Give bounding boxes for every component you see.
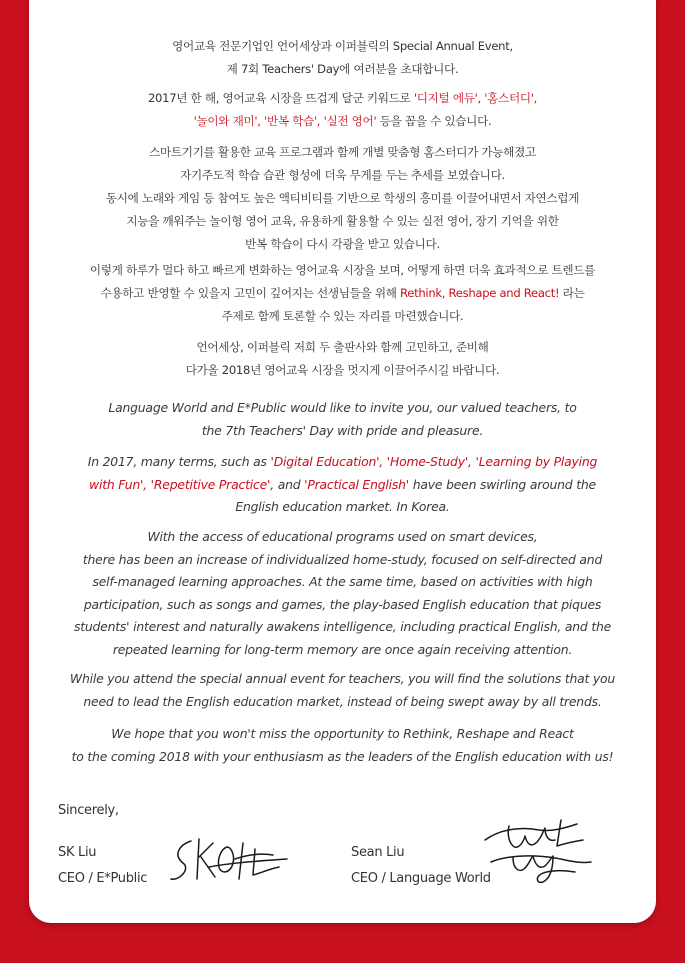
text-segment: In 2017, many terms, such as [87, 454, 271, 469]
text-line: English education market. In Korea. [235, 499, 450, 514]
text-segment: 라는 [559, 286, 585, 300]
en-paragraph-4 [29, 668, 656, 713]
text-line: students' interest and naturally awakens intelligence, including practical English, and the [73, 619, 612, 634]
signature-sean-liu [479, 818, 599, 888]
text-line: there has been an increase of individualized home-study, focused on self-directed and [82, 551, 603, 567]
closing-text: Sincerely, [58, 803, 119, 818]
signer-block-2 [351, 840, 491, 892]
ko-paragraph-3 [29, 141, 656, 256]
text-line: 영어교육 전문기업인 언어세상과 이퍼블릭의 Special Annual Event, [172, 39, 513, 53]
signature-sk-liu [169, 833, 289, 888]
text-line: We hope that you won't miss the opportunity to Rethink, Reshape and React [111, 726, 574, 741]
ko-paragraph-4 [29, 259, 656, 328]
highlight-theme: Rethink, Reshape and React! [400, 286, 560, 300]
text-line: With the access of educational programs used on smart devices, [147, 529, 538, 544]
text-segment: have been swirling around the [408, 476, 596, 492]
en-paragraph-5 [29, 723, 656, 768]
highlight-keywords: with Fun', 'Repetitive Practice' [89, 476, 271, 492]
text-segment: , and [270, 476, 305, 492]
highlight-keywords: '디지털 에듀', '홈스터디', [413, 91, 538, 105]
highlight-keywords: '놀이와 재미', '반복 학습', '실전 영어' [193, 114, 377, 128]
text-line: participation, such as songs and games, the play-based English education that piques [83, 596, 602, 612]
text-line: 지능을 깨워주는 놀이형 영어 교육, 유용하게 활용할 수 있는 실전 영어, 장기 기억을 위한 [126, 214, 559, 228]
text-line [29, 110, 656, 133]
text-line: Language World and E*Public would like to invite you, our valued teachers, to [108, 400, 577, 415]
letter-card [29, 0, 656, 923]
en-paragraph-3 [29, 526, 656, 661]
en-paragraph-2 [29, 451, 656, 519]
signer-title: CEO / Language World [351, 871, 491, 886]
text-line: 동시에 노래와 게임 등 참여도 높은 액티비티를 기반으로 학생의 흥미를 이끌어내면서 자연스럽게 [105, 191, 580, 205]
text-line [29, 474, 656, 497]
text-line: 이렇게 하루가 멀다 하고 빠르게 변화하는 영어교육 시장을 보며, 어떻게 하면 더욱 효과적으로 트렌드를 [89, 263, 596, 277]
text-line: 반복 학습이 다시 각광을 받고 있습니다. [245, 237, 440, 251]
text-line: self-managed learning approaches. At the same time, based on activities with high [92, 574, 593, 589]
signer-title: CEO / E*Public [58, 871, 148, 886]
ko-paragraph-2 [29, 87, 656, 133]
en-paragraph-1 [29, 397, 656, 442]
signer-name: SK Liu [58, 845, 97, 860]
text-line: 언어세상, 이퍼블릭 저희 두 출판사와 함께 고민하고, 준비해 [196, 340, 489, 354]
signer-block-1 [58, 840, 147, 892]
text-line [29, 87, 656, 110]
ko-paragraph-1 [29, 35, 656, 81]
text-line: 스마트기기를 활용한 교육 프로그램과 함께 개별 맞춤형 홈스터디가 가능해졌고 [149, 145, 536, 159]
text-line: the 7th Teachers' Day with pride and pleasure. [201, 422, 484, 438]
text-line: 다가올 2018년 영어교육 시장을 멋지게 이끌어주시길 바랍니다. [185, 363, 500, 377]
text-segment: 수용하고 반영할 수 있을지 고민이 깊어지는 선생님들을 위해 [100, 286, 401, 300]
text-line: While you attend the special annual event for teachers, you will find the solutions that you [69, 671, 616, 686]
text-line: 자기주도적 학습 습관 형성에 더욱 무게를 두는 추세를 보였습니다. [180, 168, 505, 182]
text-line: need to lead the English education market, instead of being swept away by all trends. [83, 693, 602, 709]
highlight-keywords: 'Digital Education', 'Home-Study', 'Learning by Playing [270, 454, 598, 469]
text-line: 주제로 함께 토론할 수 있는 자리를 마련했습니다. [221, 309, 464, 323]
signer-name: Sean Liu [351, 845, 405, 860]
ko-paragraph-5 [29, 336, 656, 382]
text-line: 제 7회 Teachers' Day에 여러분을 초대합니다. [226, 62, 459, 76]
text-segment: 등을 꼽을 수 있습니다. [376, 114, 492, 128]
text-segment: 2017년 한 해, 영어교육 시장을 뜨겁게 달군 키워드로 [147, 91, 414, 105]
text-line: repeated learning for long-term memory are once again receiving attention. [112, 641, 573, 657]
highlight-keywords: 'Practical English' [304, 476, 409, 492]
text-line [29, 282, 656, 305]
text-line: to the coming 2018 with your enthusiasm as the leaders of the English education with us! [71, 748, 614, 764]
text-line [29, 451, 656, 474]
